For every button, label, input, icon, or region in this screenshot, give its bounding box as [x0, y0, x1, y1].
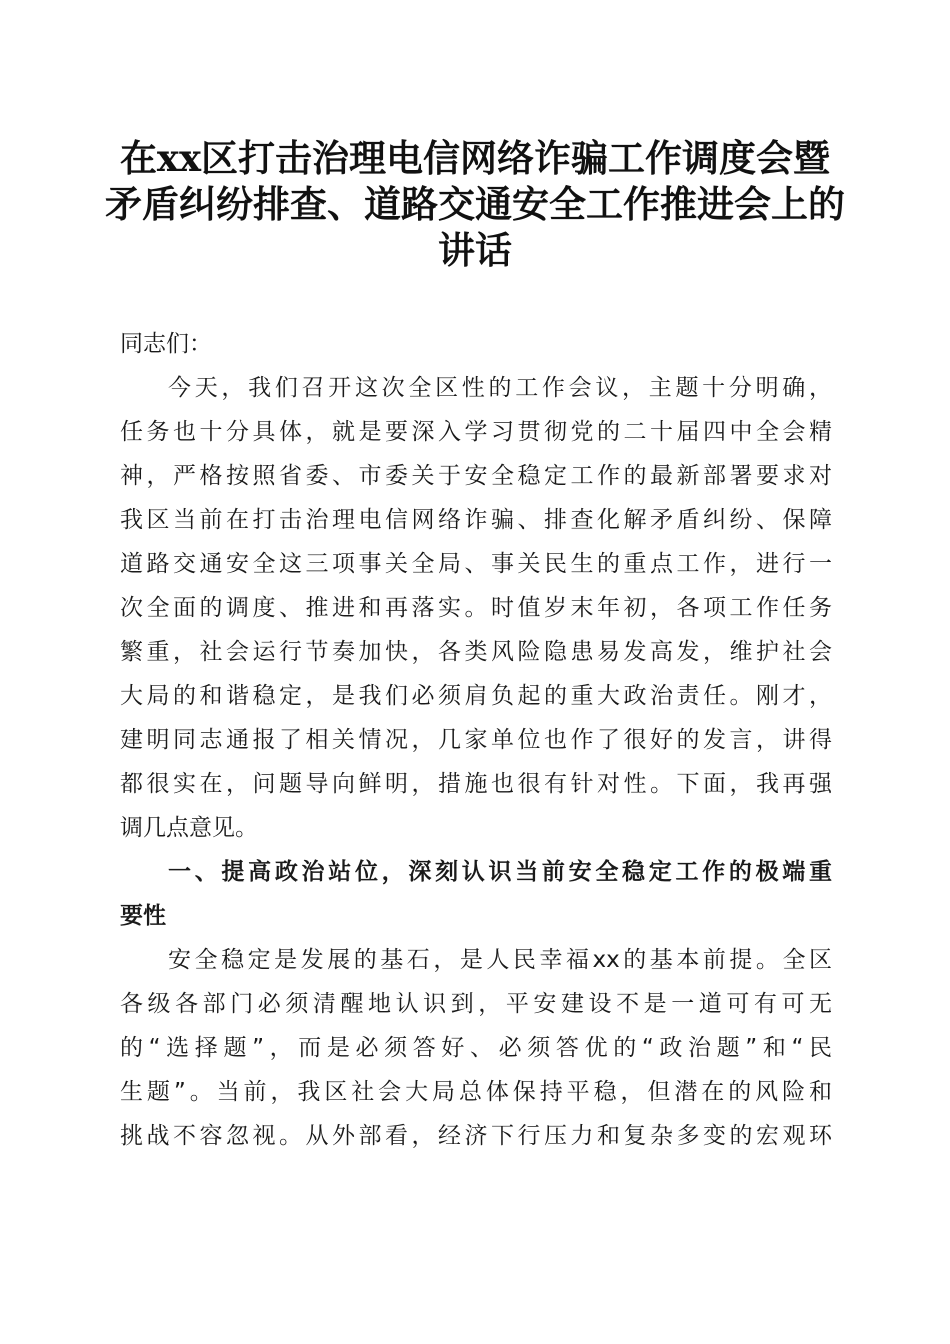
- text-line: 的“选择题”，而是必须答好、必须答优的“政治题”和“民: [120, 1035, 832, 1061]
- text-line: 调几点意见。: [120, 815, 258, 841]
- document-title: [100, 135, 850, 273]
- text-line: 道路交通安全这三项事关全局、事关民生的重点工作，进行一: [120, 551, 832, 577]
- section-heading-1: [120, 850, 832, 938]
- salutation: [120, 322, 832, 366]
- title-line: 讲话: [438, 228, 512, 272]
- text-line: 任务也十分具体，就是要深入学习贯彻党的二十届四中全会精: [120, 419, 832, 445]
- text-line: 神，严格按照省委、市委关于安全稳定工作的最新部署要求对: [120, 463, 832, 489]
- title-line: 在xx区打击治理电信网络诈骗工作调度会暨: [119, 136, 831, 180]
- document-body: [120, 322, 832, 1158]
- text-line: 我区当前在打击治理电信网络诈骗、排查化解矛盾纠纷、保障: [120, 507, 832, 533]
- text-line: 各级各部门必须清醒地认识到，平安建设不是一道可有可无: [120, 991, 832, 1017]
- heading-line: 要性: [120, 903, 166, 929]
- text-line: 次全面的调度、推进和再落实。时值岁末年初，各项工作任务: [120, 595, 832, 621]
- title-line: 矛盾纠纷排查、道路交通安全工作推进会上的: [105, 182, 845, 226]
- text-line: 同志们：: [120, 331, 212, 357]
- text-line: 生题”。当前，我区社会大局总体保持平稳，但潜在的风险和: [120, 1079, 832, 1105]
- paragraph-opening: [120, 366, 832, 850]
- text-line: 繁重，社会运行节奏加快，各类风险隐患易发高发，维护社会: [120, 639, 832, 665]
- text-line: 都很实在，问题导向鲜明，措施也很有针对性。下面，我再强: [120, 771, 832, 797]
- text-line: 安全稳定是发展的基石，是人民幸福xx的基本前提。全区: [168, 947, 832, 973]
- text-line: 今天，我们召开这次全区性的工作会议，主题十分明确，: [168, 375, 832, 401]
- paragraph-section-1: [120, 938, 832, 1158]
- text-line: 大局的和谐稳定，是我们必须肩负起的重大政治责任。刚才，: [120, 683, 832, 709]
- text-line: 建明同志通报了相关情况，几家单位也作了很好的发言，讲得: [120, 727, 832, 753]
- text-line: 挑战不容忽视。从外部看，经济下行压力和复杂多变的宏观环: [120, 1123, 832, 1149]
- heading-line: 一、提高政治站位，深刻认识当前安全稳定工作的极端重: [168, 859, 832, 885]
